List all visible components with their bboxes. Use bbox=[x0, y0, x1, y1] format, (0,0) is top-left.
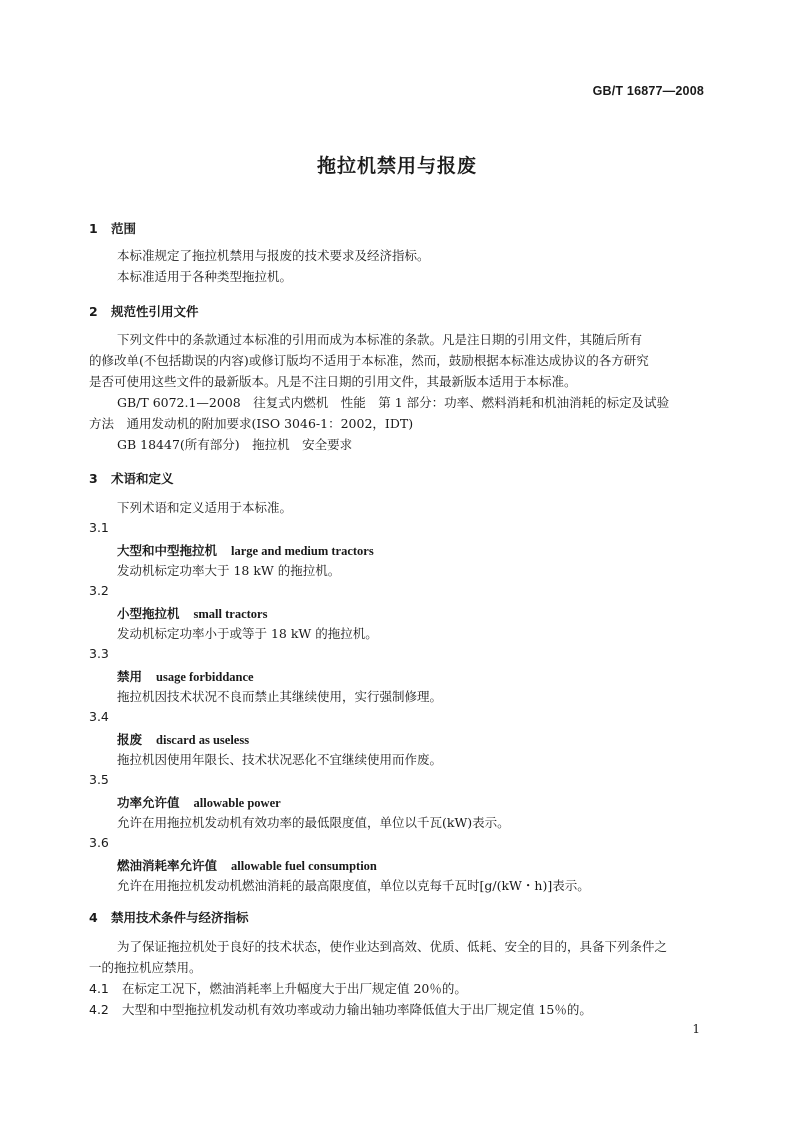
term-definition: 发动机标定功率小于或等于 18 kW 的拖拉机。 bbox=[117, 626, 378, 641]
term-name: 燃油消耗率允许值 allowable fuel consumption bbox=[117, 858, 377, 873]
term-definition: 允许在用拖拉机发动机有效功率的最低限度值，单位以千瓦(kW)表示。 bbox=[117, 815, 510, 830]
term-number: 3.3 bbox=[89, 646, 109, 661]
clause-item: 4.2 大型和中型拖拉机发动机有效功率或动力输出轴功率降低值大于出厂规定值 15％的。 bbox=[89, 1002, 592, 1017]
reference-2: GB 18447(所有部分) 拖拉机 安全要求 bbox=[117, 437, 353, 452]
reference-1-line-2: 方法 通用发动机的附加要求(ISO 3046-1：2002，IDT) bbox=[89, 416, 414, 431]
section-3-intro: 下列术语和定义适用于本标准。 bbox=[117, 500, 293, 515]
section-1-heading: 1 范围 bbox=[89, 221, 137, 236]
term-name: 大型和中型拖拉机 large and medium tractors bbox=[117, 543, 374, 558]
section-3-heading: 3 术语和定义 bbox=[89, 471, 174, 486]
term-name: 功率允许值 allowable power bbox=[117, 795, 281, 810]
section-4-heading: 4 禁用技术条件与经济指标 bbox=[89, 910, 249, 925]
term-definition: 发动机标定功率大于 18 kW 的拖拉机。 bbox=[117, 563, 341, 578]
section-2-line-2: 的修改单(不包括勘误的内容)或修订版均不适用于本标准，然而，鼓励根据本标准达成协议的各方研究 bbox=[89, 353, 649, 368]
term-number: 3.2 bbox=[89, 583, 109, 598]
term-number: 3.4 bbox=[89, 709, 109, 724]
page-number: 1 bbox=[692, 1022, 700, 1036]
section-2-line-3: 是否可使用这些文件的最新版本。凡是不注日期的引用文件，其最新版本适用于本标准。 bbox=[89, 374, 577, 389]
term-number: 3.6 bbox=[89, 835, 109, 850]
document-title: 拖拉机禁用与报废 bbox=[316, 155, 477, 177]
standard-code: GB/T 16877—2008 bbox=[592, 84, 704, 98]
term-number: 3.5 bbox=[89, 772, 109, 787]
clause-item: 4.1 在标定工况下，燃油消耗率上升幅度大于出厂规定值 20％的。 bbox=[89, 981, 467, 996]
section-2-line-1: 下列文件中的条款通过本标准的引用而成为本标准的条款。凡是注日期的引用文件，其随后所有 bbox=[117, 332, 643, 347]
section-4-line-1: 为了保证拖拉机处于良好的技术状态，使作业达到高效、优质、低耗、安全的目的，具备下列条件之 bbox=[117, 939, 668, 954]
term-name: 小型拖拉机 small tractors bbox=[117, 606, 268, 621]
term-definition: 拖拉机因技术状况不良而禁止其继续使用，实行强制修理。 bbox=[117, 689, 443, 704]
term-name: 报废 discard as useless bbox=[117, 732, 250, 747]
section-4-line-2: 一的拖拉机应禁用。 bbox=[89, 960, 202, 975]
term-number: 3.1 bbox=[89, 520, 109, 535]
term-name: 禁用 usage forbiddance bbox=[117, 669, 254, 684]
section-1-para-2: 本标准适用于各种类型拖拉机。 bbox=[117, 269, 293, 284]
section-1-para-1: 本标准规定了拖拉机禁用与报废的技术要求及经济指标。 bbox=[117, 248, 430, 263]
term-definition: 拖拉机因使用年限长、技术状况恶化不宜继续使用而作废。 bbox=[117, 752, 443, 767]
section-2-heading: 2 规范性引用文件 bbox=[89, 304, 199, 319]
term-definition: 允许在用拖拉机发动机燃油消耗的最高限度值，单位以克每千瓦时[g/(kW・h)]表示。 bbox=[117, 878, 590, 893]
reference-1-line-1: GB/T 6072.1—2008 往复式内燃机 性能 第 1 部分：功率、燃料消耗和机油消耗的标定及试验 bbox=[117, 395, 670, 410]
